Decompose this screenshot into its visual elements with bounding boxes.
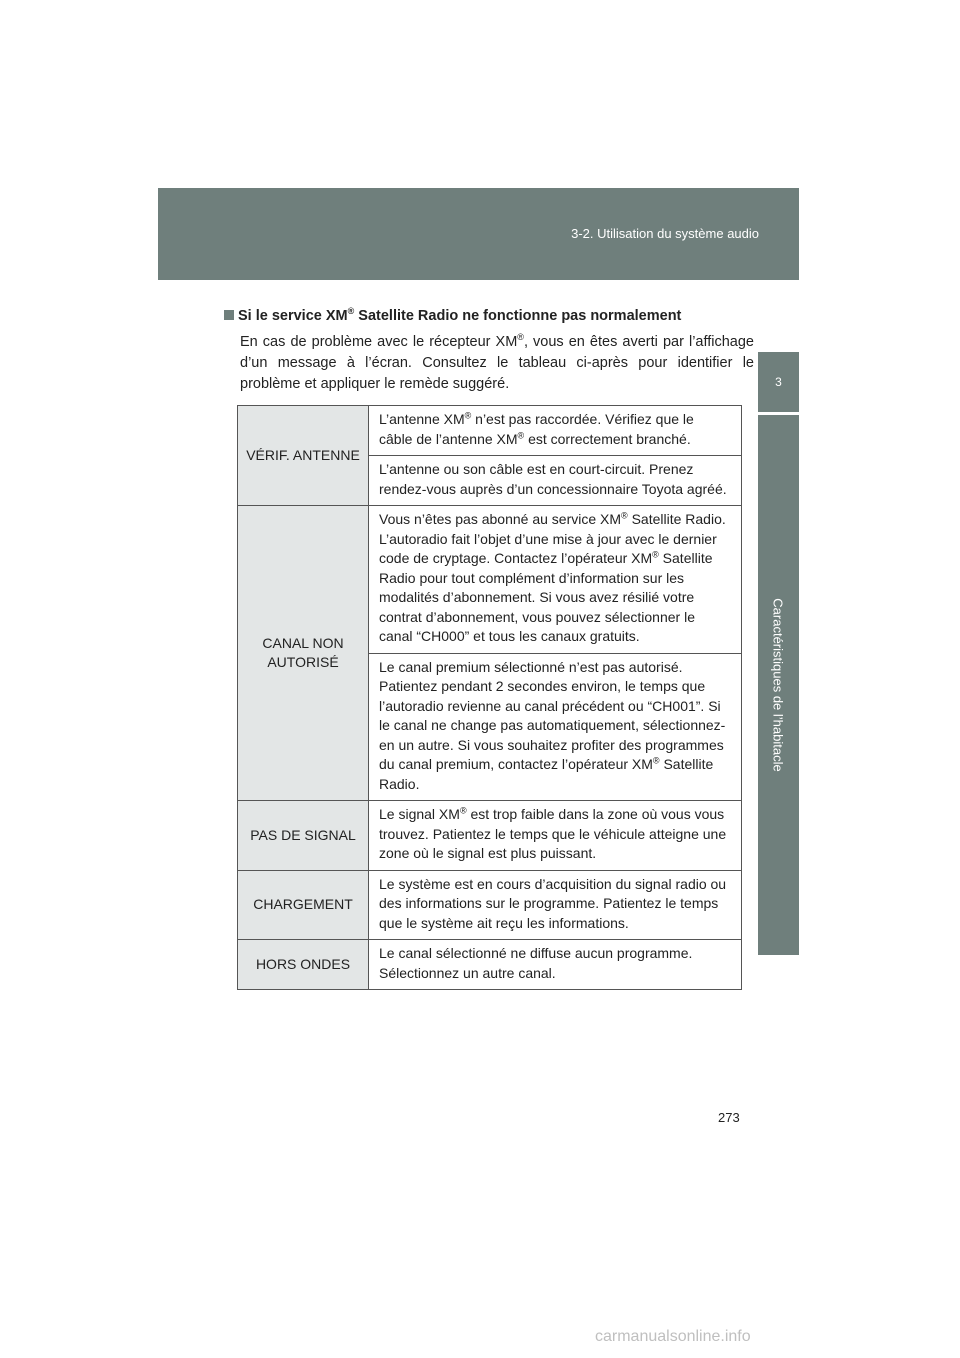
remedy-text xyxy=(369,456,742,506)
text-run: Satellite Radio pour tout complément d’information sur les modalités d’abonnement. Si vous avez résilié votre contrat d’abonnement, vous pouvez sélectionner le canal “CH000” et tous les canaux gratuits. xyxy=(379,550,713,644)
registered-mark: ® xyxy=(517,429,525,440)
text-run: Satellite Radio. xyxy=(379,756,714,792)
registered-mark: ® xyxy=(652,549,659,560)
remedy-text xyxy=(369,406,742,456)
table-row xyxy=(238,406,742,456)
text-run: L’antenne ou son câble est en court-circuit. Prenez rendez-vous auprès d’un concessionnaire Toyota agréé. xyxy=(379,461,727,497)
remedy-text xyxy=(369,870,742,940)
heading-square-icon xyxy=(224,310,234,320)
watermark: carmanualsonline.info xyxy=(595,1328,751,1345)
text-run: , vous en êtes averti par l’affichage d’un message à l’écran. Consultez le tableau ci-après pour identifier le problème et appliquer le remède suggéré. xyxy=(240,334,754,392)
text-run: n’est pas raccordée. Vérifiez que le câble de l’antenne XM xyxy=(379,411,694,447)
text-run: Vous n’êtes pas abonné au service XM xyxy=(379,511,622,527)
chapter-side-tab-label: Caractéristiques de l’habitacle xyxy=(770,598,786,772)
text-run: Le signal XM xyxy=(379,806,460,822)
page-number: 273 xyxy=(718,1110,740,1125)
message-table xyxy=(237,405,742,990)
table-row xyxy=(238,940,742,990)
remedy-text xyxy=(369,801,742,871)
text-run: est trop faible dans la zone où vous vous trouvez. Patientez le temps que le véhicule atteigne une zone où le signal est plus puissant. xyxy=(379,806,727,861)
remedy-text xyxy=(369,506,742,654)
section-heading xyxy=(224,308,744,324)
message-code: HORS ONDES xyxy=(238,940,369,990)
chapter-section-title: 3-2. Utilisation du système audio xyxy=(571,226,759,241)
remedy-text xyxy=(369,653,742,801)
registered-mark: ® xyxy=(621,510,628,521)
table-row xyxy=(238,801,742,871)
heading-text-before: Si le service XM xyxy=(238,308,348,324)
message-code: PAS DE SIGNAL xyxy=(238,801,369,871)
message-code: VÉRIF. ANTENNE xyxy=(238,406,369,506)
remedy-text xyxy=(369,940,742,990)
intro-paragraph xyxy=(240,332,754,395)
chapter-side-tab xyxy=(758,415,799,955)
text-run: Satellite Radio. L’autoradio fait l’objet d’une mise à jour avec le dernier code de cryptage. Contactez l’opérateur XM xyxy=(379,511,726,566)
chapter-header-band xyxy=(158,188,799,280)
text-run: Le canal premium sélectionné n’est pas autorisé. Patientez pendant 2 secondes environ, le temps que l’autoradio revienne au canal précédent ou “CH001”. Si le canal ne change pas automatiquement, sélectionnez-en un autre. Si vous souhaitez profiter des programmes du canal premium, contactez l’opérateur XM xyxy=(379,658,726,772)
text-run: En cas de problème avec le récepteur XM xyxy=(240,334,518,350)
text-run: L’antenne XM xyxy=(379,411,465,427)
registered-mark: ® xyxy=(652,755,660,766)
table-row xyxy=(238,506,742,654)
table-row xyxy=(238,870,742,940)
heading-registered-mark: ® xyxy=(347,306,355,317)
text-run: Le système est en cours d’acquisition du signal radio ou des informations sur le programme. Patientez le temps que le système ait reçu les informations. xyxy=(379,875,727,931)
registered-mark: ® xyxy=(459,805,467,816)
heading-text-after: Satellite Radio ne fonctionne pas normalement xyxy=(354,308,682,324)
chapter-tab-number: 3 xyxy=(758,352,799,412)
registered-mark: ® xyxy=(464,410,472,421)
text-run: Le canal sélectionné ne diffuse aucun programme. Sélectionnez un autre canal. xyxy=(379,945,693,981)
text-run: est correctement branché. xyxy=(524,430,691,447)
message-code: CANAL NON AUTORISÉ xyxy=(238,506,369,801)
registered-mark: ® xyxy=(517,332,524,343)
message-code: CHARGEMENT xyxy=(238,870,369,940)
